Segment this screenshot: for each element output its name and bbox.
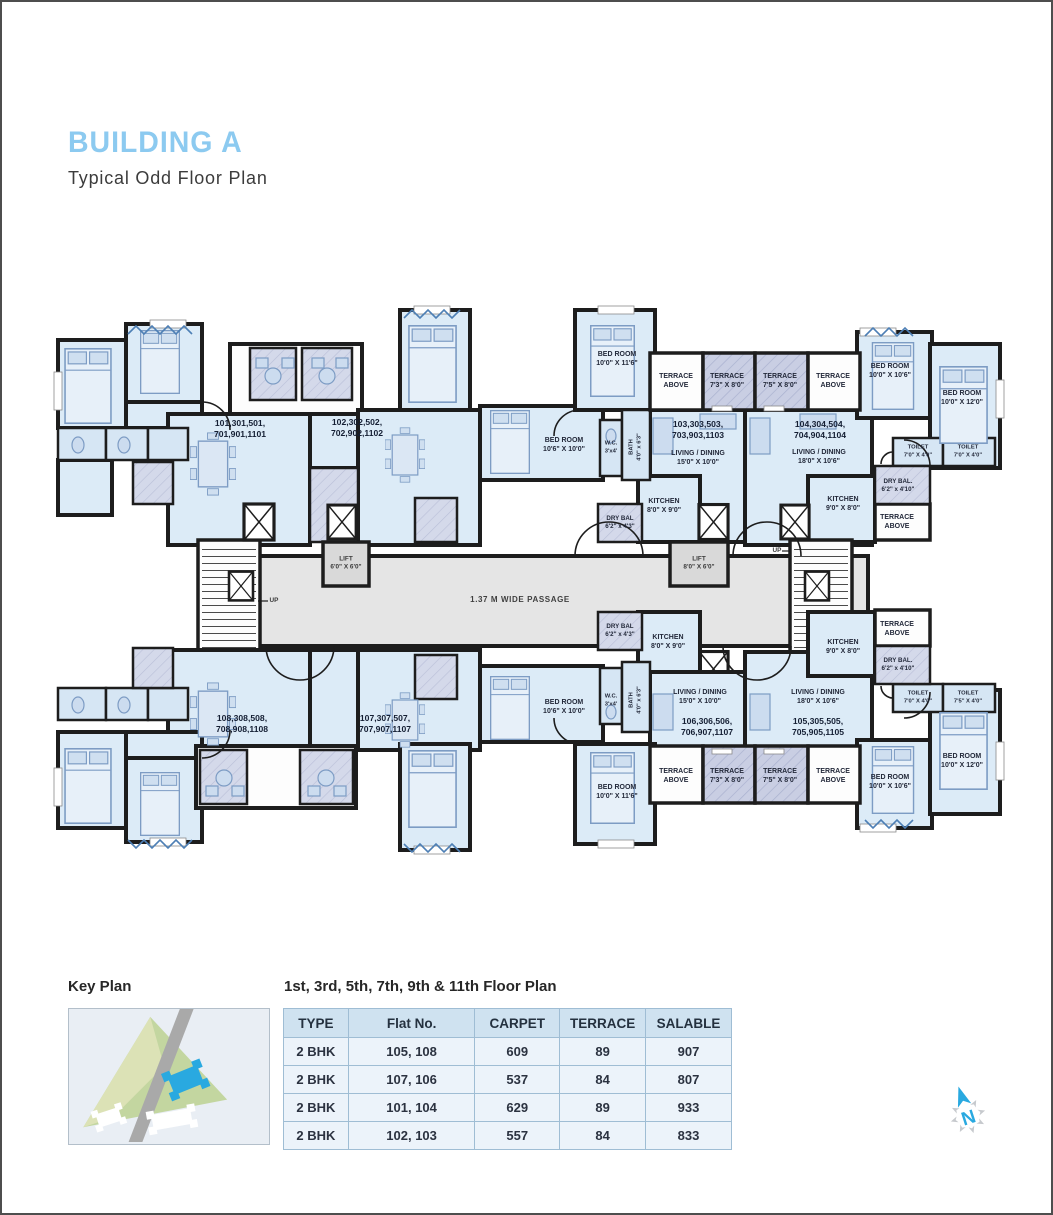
label-kitchen-106: KITCHEN 8'0" X 9'0": [650, 633, 686, 650]
label-flat-106: 106,306,506, 706,907,1107: [680, 715, 734, 737]
key-plan-map: [68, 1008, 270, 1145]
label-bath-103: BATH 4'0" x 6'3": [628, 433, 642, 461]
terrace-73: [703, 353, 755, 410]
label-flat-103: 103,303,503, 703,903,1103: [671, 418, 725, 440]
room-pass-101: [148, 428, 188, 460]
room-hall-107: [310, 650, 358, 750]
label-bedroom-103: BED ROOM 10'0" X 11'6": [596, 350, 638, 367]
page-subtitle: Typical Odd Floor Plan: [68, 168, 268, 188]
sitout-hatch-101: [133, 462, 173, 504]
room-living-101: [168, 414, 310, 545]
cell-type: 2 BHK: [284, 1094, 349, 1122]
cell-carpet: 537: [475, 1066, 560, 1094]
room-toilet-105b: [943, 684, 995, 712]
label-flat-107: 107,307,507, 707,907,1107: [358, 712, 412, 734]
stair-shaft-right: [805, 572, 829, 601]
label-toilet-104b: TOILET 7'0" X 4'0": [953, 444, 983, 458]
label-wc-103: W.C. 3'x4': [604, 440, 618, 454]
label-flat-105: 105,305,505, 705,905,1105: [791, 715, 845, 737]
terrace-above-106: [650, 746, 703, 803]
cell-type: 2 BHK: [284, 1122, 349, 1150]
col-flat-no: Flat No.: [348, 1009, 474, 1038]
cell-salable: 933: [646, 1094, 732, 1122]
room-bath-103: [622, 410, 650, 480]
label-drybal-105: DRY BAL. 6'2" x 4'10": [881, 656, 915, 672]
label-bath-106: BATH 4'0" x 6'3": [628, 686, 642, 714]
area-table: [283, 1008, 732, 1150]
veranda-107: [415, 655, 457, 699]
label-bedroom-102b: BED ROOM 10'6" X 10'0": [543, 436, 585, 453]
cell-flats: 101, 104: [348, 1094, 474, 1122]
col-type: TYPE: [284, 1009, 349, 1038]
label-bedroom-107b: BED ROOM 10'6" X 10'0": [543, 698, 585, 715]
label-terrace-75: TERRACE 7'5" X 8'0": [762, 372, 798, 389]
label-bedroom-104a: BED ROOM 10'0" X 10'6": [869, 362, 911, 379]
room-kitchen-105: [808, 612, 875, 676]
table-row: [284, 1122, 732, 1150]
drybal-106: [598, 612, 642, 650]
col-carpet: CARPET: [475, 1009, 560, 1038]
table-row: [284, 1066, 732, 1094]
label-terrace-above-104b: TERRACE ABOVE: [880, 513, 914, 530]
label-flat-102: 102,302,502, 702,902,1102: [330, 416, 384, 438]
terrace-above-104b: [875, 504, 930, 540]
label-living-105: LIVING / DINING 18'0" X 10'6": [791, 688, 845, 705]
label-bedroom-106: BED ROOM 10'0" X 11'6": [596, 783, 638, 800]
cell-type: 2 BHK: [284, 1066, 349, 1094]
cell-terrace: 84: [560, 1122, 646, 1150]
lift-left: [323, 542, 369, 586]
terrace-above-105: [808, 746, 860, 803]
room-kitchen-103: [638, 476, 700, 542]
label-kitchen-103: KITCHEN 8'0" X 9'0": [646, 497, 682, 514]
label-toilet-105a: TOILET 7'0" X 4'0": [903, 690, 933, 704]
north-arrow-icon: [952, 1084, 971, 1107]
stair-shaft-left: [229, 572, 253, 601]
label-flat-101: 101,301,501, 701,901,1101: [213, 417, 267, 439]
terrace-above-104: [808, 353, 860, 410]
table-header-row: [284, 1009, 732, 1038]
col-salable: SALABLE: [646, 1009, 732, 1038]
label-flat-108: 108,308,508, 708,908,1108: [215, 712, 269, 734]
label-flat-104: 104,304,504, 704,904,1104: [793, 418, 847, 440]
label-wc-106: W.C. 3'x4': [604, 693, 618, 707]
label-terrace-above-105b: TERRACE ABOVE: [880, 620, 914, 637]
cell-carpet: 629: [475, 1094, 560, 1122]
label-lift-left: LIFT 6'0" X 6'0": [330, 555, 362, 571]
lift-right: [670, 542, 728, 586]
cell-carpet: 609: [475, 1038, 560, 1066]
cell-carpet: 557: [475, 1122, 560, 1150]
veranda-102: [415, 498, 457, 542]
cell-terrace: 89: [560, 1038, 646, 1066]
room-kitchen-104: [808, 476, 875, 542]
terrace-above-105b: [875, 610, 930, 646]
floor-plan-drawing: [50, 285, 1010, 870]
label-terrace-above-3: TERRACE ABOVE: [659, 767, 693, 784]
drybal-105: [875, 646, 930, 684]
label-terrace-75-b: TERRACE 7'5" X 8'0": [762, 767, 798, 784]
label-lift-right: LIFT 8'0" X 6'0": [683, 555, 715, 571]
label-terrace-above-2: TERRACE ABOVE: [816, 372, 850, 389]
terrace-75: [755, 353, 808, 410]
label-kitchen-105: KITCHEN 9'0" X 8'0": [825, 638, 861, 655]
label-passage: 1.37 M WIDE PASSAGE: [470, 594, 570, 604]
room-toilet-104a: [893, 438, 943, 466]
label-terrace-73-b: TERRACE 7'3" X 8'0": [709, 767, 745, 784]
floor-table-title: 1st, 3rd, 5th, 7th, 9th & 11th Floor Plan: [284, 978, 557, 995]
terrace-above-103: [650, 353, 703, 410]
cell-flats: 107, 106: [348, 1066, 474, 1094]
table-row: [284, 1038, 732, 1066]
room-hall-108: [126, 732, 202, 758]
label-living-103: LIVING / DINING 15'0" X 10'0": [671, 449, 725, 466]
page-title: BUILDING A: [68, 126, 243, 159]
cell-salable: 807: [646, 1066, 732, 1094]
label-drybal-106: DRY BAL 6'2" x 4'3": [605, 622, 635, 638]
cell-salable: 907: [646, 1038, 732, 1066]
key-plan-svg: [69, 1009, 267, 1142]
cell-terrace: 84: [560, 1066, 646, 1094]
label-living-106: LIVING / DINING 15'0" X 10'0": [673, 688, 727, 705]
label-drybal-103: DRY BAL 6'2" x 4'3": [605, 514, 635, 530]
label-living-104: LIVING / DINING 18'0" X 10'6": [792, 448, 846, 465]
col-terrace: TERRACE: [560, 1009, 646, 1038]
label-kitchen-104: KITCHEN 9'0" X 8'0": [825, 495, 861, 512]
cell-flats: 102, 103: [348, 1122, 474, 1150]
drybal-104: [875, 466, 930, 504]
cell-salable: 833: [646, 1122, 732, 1150]
table-row: [284, 1094, 732, 1122]
room-bath-106: [622, 662, 650, 732]
label-up-left: UP: [269, 596, 279, 604]
terrace-75-b: [755, 746, 808, 803]
room-hall-102: [310, 414, 358, 468]
terrace-73-b: [703, 746, 755, 803]
north-compass: [942, 1084, 994, 1148]
north-label: N: [958, 1106, 979, 1131]
sitout-hatch-108: [133, 648, 173, 688]
label-up-right: UP: [772, 546, 782, 554]
label-terrace-73: TERRACE 7'3" X 8'0": [709, 372, 745, 389]
room-pass-108: [148, 688, 188, 720]
label-drybal-104: DRY BAL. 6'2" x 4'10": [881, 477, 915, 493]
label-toilet-105b: TOILET 7'5" X 4'0": [953, 690, 983, 704]
room-store-101: [58, 460, 112, 515]
cell-flats: 105, 108: [348, 1038, 474, 1066]
cell-type: 2 BHK: [284, 1038, 349, 1066]
cell-terrace: 89: [560, 1094, 646, 1122]
label-bedroom-104b: BED ROOM 10'0" X 12'0": [941, 389, 983, 406]
key-plan-title: Key Plan: [68, 978, 132, 995]
room-toilet-105a: [893, 684, 943, 712]
label-terrace-above-1: TERRACE ABOVE: [659, 372, 693, 389]
label-terrace-above-4: TERRACE ABOVE: [816, 767, 850, 784]
label-toilet-104a: TOILET 7'0" X 4'0": [903, 444, 933, 458]
label-bedroom-105b: BED ROOM 10'0" X 12'0": [941, 752, 983, 769]
label-bedroom-105a: BED ROOM 10'0" X 10'6": [869, 773, 911, 790]
